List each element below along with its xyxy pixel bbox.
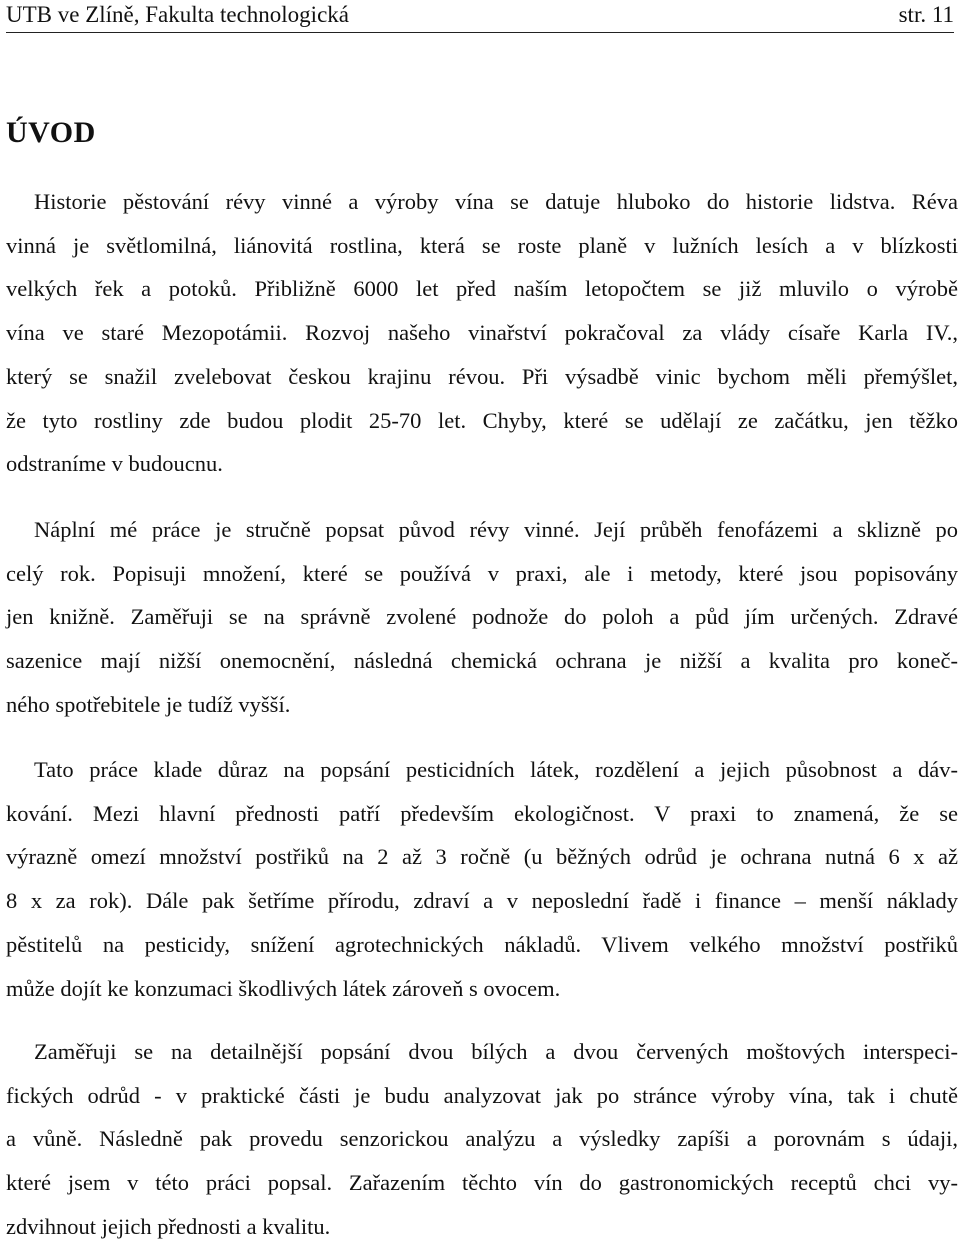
- text-line: Tato práce klade důraz na popsání pesticidních látek, rozdělení a jejich působnost a dáv-: [34, 757, 958, 782]
- text-line: může dojít ke konzumaci škodlivých látek zároveň s ovocem.: [6, 975, 561, 1001]
- text-line: kování. Mezi hlavní přednosti patří především ekologičnost. V praxi to znamená, že se: [6, 800, 958, 826]
- text-line: ného spotřebitele je tudíž vyšší.: [6, 691, 291, 717]
- text-line: který se snažil zvelebovat českou krajinu révou. Při výsadbě vinic bychom měli přemýšlet,: [6, 363, 958, 389]
- text-line: celý rok. Popisuji množení, které se používá v praxi, ale i metody, které jsou popisovány: [6, 560, 958, 586]
- text-line: vinná je světlomilná, liánovitá rostlina, která se roste planě v lužních lesích a v blízkosti: [6, 232, 958, 258]
- text-line: výrazně omezí množství postřiků na 2 až 3 ročně (u běžných odrůd je ochrana nutná 6 x až: [6, 844, 958, 870]
- text-line: Historie pěstování révy vinné a výroby vína se datuje hluboko do historie lidstva. Réva: [34, 189, 958, 214]
- text-line: sazenice mají nižší onemocnění, následná chemická ochrana je nižší a kvalita pro koneč-: [6, 648, 958, 674]
- text-line: jen knižně. Zaměřuji se na správně zvolené podnože do poloh a půd jím určených. Zdravé: [6, 604, 958, 630]
- paragraph-4: [6, 1030, 958, 1249]
- paragraph-1: [6, 180, 958, 486]
- text-line: Náplní mé práce je stručně popsat původ révy vinné. Její průběh fenofázemi a sklizně po: [34, 517, 958, 542]
- text-line: že tyto rostliny zde budou plodit 25-70 let. Chyby, které se udělají ze začátku, jen těžko: [6, 407, 958, 433]
- text-line: zdvihnout jejich přednosti a kvalitu.: [6, 1213, 331, 1239]
- section-heading: ÚVOD: [6, 116, 96, 149]
- text-line: velkých řek a potoků. Přibližně 6000 let před naším letopočtem se již mluvilo o výrobě: [6, 276, 958, 302]
- text-line: vína ve staré Mezopotámii. Rozvoj našeho vinařství pokračoval za vlády císaře Karla IV.,: [6, 320, 958, 346]
- header-page-number: str. 11: [898, 2, 954, 27]
- text-line: Zaměřuji se na detailnější popsání dvou bílých a dvou červených moštových interspeci-: [34, 1039, 958, 1064]
- text-line: odstraníme v budoucnu.: [6, 451, 223, 477]
- text-line: které jsem v této práci popsal. Zařazením těchto vín do gastronomických receptů chci vy-: [6, 1170, 958, 1196]
- header-institution: UTB ve Zlíně, Fakulta technologická: [6, 2, 349, 27]
- text-line: fických odrůd - v praktické části je budu analyzovat jak po stránce výroby vína, tak i chutě: [6, 1082, 958, 1108]
- text-line: 8 x za rok). Dále pak šetříme přírodu, zdraví a v neposlední řadě i finance – menší náklady: [6, 888, 958, 914]
- text-line: pěstitelů na pesticidy, snížení agrotechnických nákladů. Vlivem velkého množství postřiků: [6, 931, 958, 957]
- paragraph-2: [6, 508, 958, 727]
- text-line: a vůně. Následně pak provedu senzorickou analýzu a výsledky zapíši a porovnám s údaji,: [6, 1126, 958, 1152]
- paragraph-3: [6, 748, 958, 1010]
- running-header: [6, 2, 954, 33]
